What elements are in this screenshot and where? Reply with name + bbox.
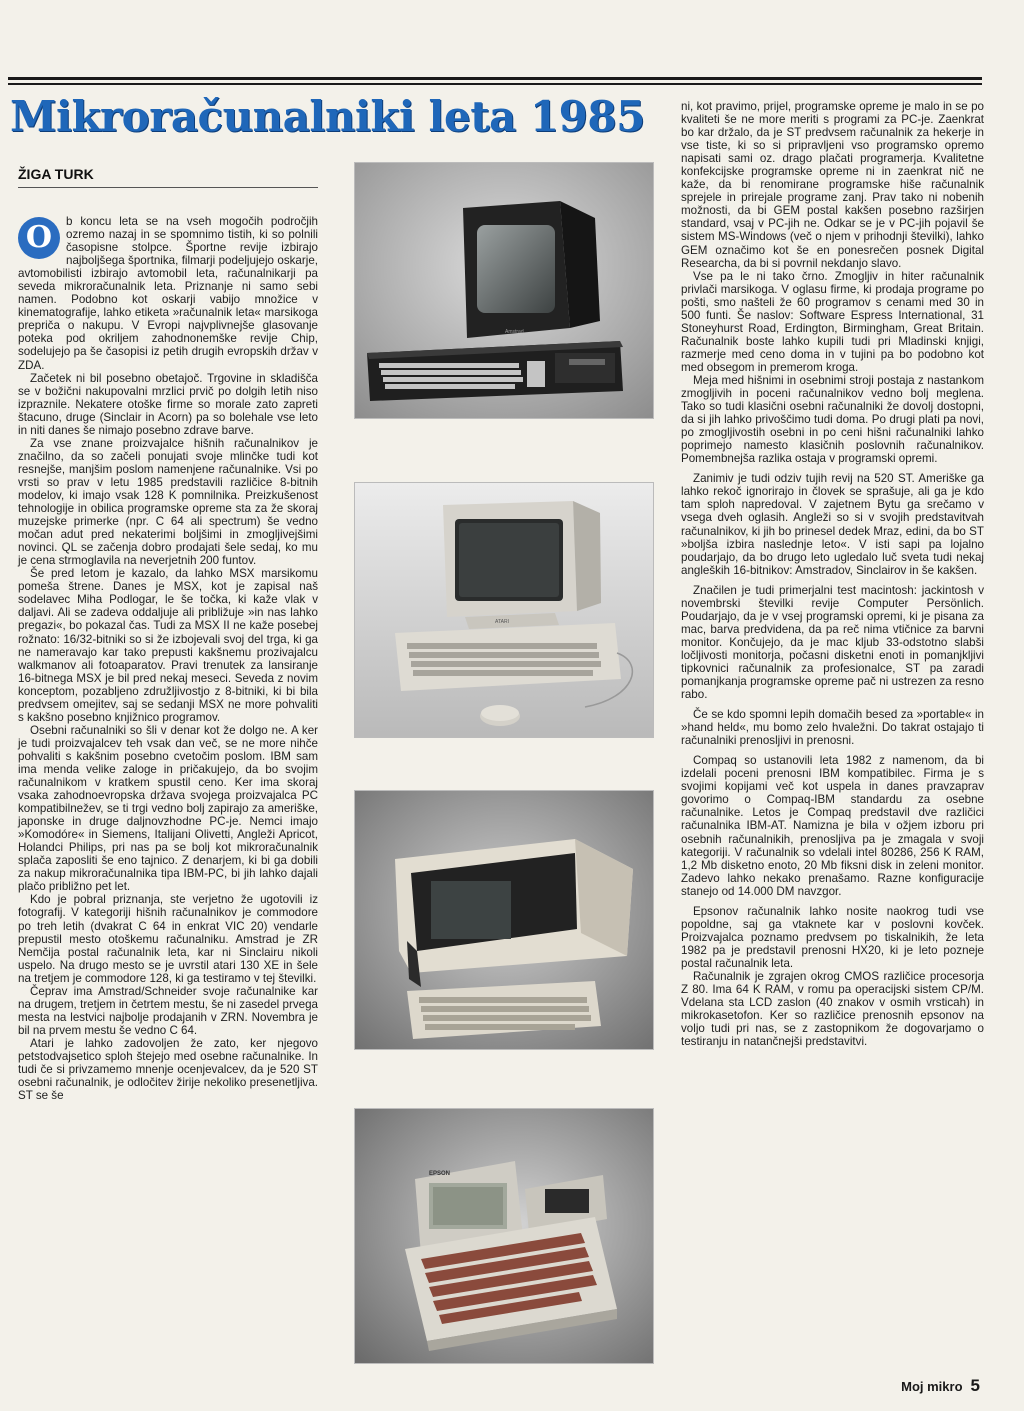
photo-epson-computer [354,1108,654,1364]
paragraph: O b koncu leta se na vseh mogočih področjih ozremo nazaj in se spomnimo tistih, ki so polnili časopisne stolpce. Športne revije izbirajo najboljšega športnika, filmarji podeljujejo oskarje, avtomobilisti izbirajo avtomobil leta, računalnikarji pa seveda mikroračunalnik leta. Priznanje ni samo sebi namen. Podobno kot oskarji vabijo množice v kinematografije, lahko etiketa »računalnik leta« marsikoga prepriča o nakupu. V Evropi najvplivnejše glasovanje poteka pod okriljem zahodnonemške revije Chip, sodelujejo pa še časopisi iz petih drugih evropskih držav v ZDA. [18,215,318,372]
paragraph: Zanimiv je tudi odziv tujih revij na 520 ST. Ameriške ga lahko rekoč ignorirajo in človek se sprašuje, ali ga je kdo tam sploh napredoval. V zajetnem Bytu ga srečamo v vsega dveh oglasih. Angleži so si v svojih predstavitvah računalnikov, ki jih bo prinesel dedek Mraz, edini, da bo ST »boljša izbira naslednje leto«. V isti sapi pa lojalno poudarjajo, da bo drugo leto ugledalo luč sveta tudi nekaj angleških 16-bitnikov: Amstradov, Sinclairov in še kakšen. [681,472,984,577]
photo-brand-text: Amstrad [505,329,524,335]
author-name: ŽIGA TURK [18,166,94,182]
photo-amstrad-computer [354,162,654,419]
author-rule [18,187,318,188]
photo-compaq-computer [354,790,654,1050]
paragraph: Atari je lahko zadovoljen že zato, ker njegovo petstodvajsetico sploh štejejo med osebne računalnike. In tudi če si privzamemo mnenje ocenjevalcev, da je 520 ST osebni računalnik, je odločitev žirije nekoliko presenetljiva. ST se še [18,1036,318,1103]
photo-atari-computer [354,482,654,738]
paragraph: Če se kdo spomni lepih domačih besed za »portable« in »hand held«, mu bomo zelo hvaležni. Do takrat ostajajo ti računalniki prenosljivi in prenosni. [681,708,984,748]
paragraph: Kdo je pobral priznanja, ste verjetno že ugotovili iz fotografij. V kategoriji hišnih računalnikov je commodore po treh letih (dvakrat C 64 in enkrat VIC 20) vendarle prepustil mesto otoškemu računalniku. Amstrad je ZR Nemčija postal računalnik leta, kar ni Sinclairu nikoli uspelo. Na drugo mesto se je uvrstil atari 130 XE in šele na tretjem je commodore 128, ki ga testiramo v tej številki. [18,893,318,985]
magazine-name: Moj mikro [901,1379,963,1394]
paragraph: ni, kot pravimo, prijel, programske opreme je malo in se po kvaliteti še ne more meriti s programi za PC-je. Zaenkrat bo kar držalo, da je ST predvsem računalnik za hekerje in vse tiste, ki so si pripravljeni vso programsko opremo napisati sami oz. drago plačati programerja. Kvalitetne konfekcijske programske opreme ni in zaenkrat nič ne kaže, da bi renomirane programske hiše računalnik sprejele in prirejale programe zanj. Prav tako ni nobenih možnosti, da bi GEM postal kakšen posebno razširjen standard, vsaj v PC-jih ne. Odkar se je v PC-jih pojavil še sistem MS-Windows (več o njem v prihodnji številki), lahko GEM označimo kot še en ponesrečen posnek Digital Researcha, da bi si povrnil nekdanjo slavo. [681,100,984,270]
paragraph: Značilen je tudi primerjalni test macintosh: jackintosh v novembrski številki revije Computer Persönlich. Poudarjajo, da je v vsej programski opremi, ki je pisana za mac, barva predvidena, da pa reč nima vtičnice za barvni monitor. Končujejo, da je mac kljub 33-odstotno slabši ločljivosti monitorja, počasni disketni enoti in pomanjkljivi tipkovnici računalnik za profesionalce, ST pa zaradi pomanjkanja programske opreme pač ni ustrezen za resno rabo. [681,583,984,702]
top-rule-second [8,83,982,85]
paragraph: Začetek ni bil posebno obetajoč. Trgovine in skladišča se v božični nakupovalni mrzlici prvič po dolgih letih niso izpraznile. Nekatere otoške firme so morale zato zapreti štacuno, druge (Sinclair in Acorn) pa so bolehale vse leto in niti danes še nimajo posebno zdrave barve. [18,371,318,437]
photo-brand-text: ATARI [495,619,509,625]
text-column-right [681,100,984,1048]
paragraph: Še pred letom je kazalo, da lahko MSX marsikomu pomeša štrene. Danes je MSX, kot je zapisal naš sodelavec Miha Podlogar, le še točka, ki kaže vlak v daljavi. Ali se zadeva oddaljuje ali približuje »in nas lahko pregazi«, bo pokazal čas. Tudi za MSX II ne kaže posebej rožnato: 16/32-bitniki so si že izbojevali svoj del trga, ki ga ne nameravajo kar tako prepusti kakšnemu prozivajalcu walkmanov ali fotoaparatov. Pravi trenutek za lansiranje 16-bitnega MSX je bil pred nekaj meseci. Seveda z novim konceptom, pozabljeno združljivostjo z 8-bitniki, ki bi bila predvsem omejitev, saj se sedanji MSX ne more pohvaliti s kakšno posebno knjižnico programov. [18,567,318,724]
paragraph: Osebni računalniki so šli v denar kot že dolgo ne. A ker je tudi proizvajalcev teh vsak dan več, se ne more nihče pohvaliti s kakšnim posebno cvetočim poslom. IBM sam ima menda velike zaloge in pričakujejo, da bo svojim računalnikom v kratkem spustil ceno. Ker ima skoraj vsaka zahodnoevropska država svojega proizvajalca PC kompatibilnežev, se ti trgi vedno bolj zapirajo za ameriške, japonske in druge daljnovzhodne PC-je. Nemci imajo »Komodóre« in Siemens, Italijani Olivetti, Angleži Apricot, Holandci Philips, pri nas pa se bolj kot mikroračunalnik splača zaposliti še eno tajnico. Z denarjem, ki bi ga dobili za nakup mikroračunalnika tipa IBM-PC, bi jih lahko dajali plačo približno pet let. [18,723,318,894]
paragraph: Epsonov računalnik lahko nosite naokrog tudi vse popoldne, saj ga vtaknete kar v poslovni kovček. Proizvajalca poznamo predvsem po tiskalnikih, že leta 1982 pa je predstavil prenosni HX20, ki je leto pozneje postal računalnik leta. [681,904,984,970]
top-rule [8,77,982,80]
photo-brand-text: EPSON [429,1171,451,1177]
text-column-left [18,215,318,1102]
paragraph: Vse pa le ni tako črno. Zmogljiv in hiter računalnik privlači marsikoga. V oglasu firme, ki prodaja programe po pošti, smo našteli že 60 programov s cenami med 30 in 500 funti. Še naslov: Software Espress International, 31 Stoneyhurst Road, Erdington, Birmingham, Great Britain. Računalnik boste lahko kupili tudi pri Mladinski knjigi, razmerje med ceno doma in v tujini pa bo podobno kot med obsegom in premerom kroga. [681,269,984,374]
paragraph: Računalnik je zgrajen okrog CMOS različice procesorja Z 80. Ima 64 K RAM, v romu pa operacijski sistem CP/M. Vdelana sta LCD zaslon (40 znakov v osmih vrsticah) in mikrokasetofon. Ker so različice prenosnih epsonov na voljo tudi pri nas, se z zastopnikom že dogovarjamo o testiranju in natančnejši predstavitvi. [681,970,984,1049]
drop-cap: O [18,217,60,259]
page-number: 5 [970,1376,980,1395]
paragraph: Meja med hišnimi in osebnimi stroji postaja z nastankom zmogljivih in poceni računalnikov vedno bolj meglena. Tako so tudi klasični osebni računalniki že dovolj dostopni, da si jih lahko privoščimo tudi doma. Po drugi plati pa novi, po zmogljivostih osebni in po ceni hišni računalniki lahko poprimejo namesto klasičnih poslovnih računalnikov. Pomembnejša razlika ostaja v programski opremi. [681,373,984,466]
paragraph: Za vse znane proizvajalce hišnih računalnikov je značilno, da so začeli ponujati svoje mlinčke tudi kot resnejše, manjšim poslom namenjene računalnike. Vsi po vrsti so prav v letu 1985 predstavili različice 8-bitnih modelov, ki imajo vsak 128 K pomnilnika. Preizkušenost tehnologije in obilica programske opreme sta za že skoraj muzejske primerke (npr. C 64 ali spectrum) še vedno močan adut pred nekaterimi boljšimi in zmogljivejšimi novinci. QL se začenja dobro prodajati šele sedaj, ko mu je cena strmoglavila na neverjetnih 200 funtov. [18,436,318,568]
paragraph: Compaq so ustanovili leta 1982 z namenom, da bi izdelali poceni prenosni IBM kompatibilec. Firma je s svojimi kopijami več kot uspela in danes pravzaprav govorimo o Compaq-IBM standardu za osebne računalnike. Letos je Compaq predstavil dve različici računalnika IBM-AT. Namizna je bila v ožjem izboru pri osebnih računalnikih, prenosljiva pa je zmagala v svoji kategoriji. V računalnik so vdelali intel 80286, 256 K RAM, 1,2 Mb disketno enoto, 20 Mb fiksni disk in zeleni monitor. Zadevo lahko nekako prenašamo. Razne konfiguracije stanejo od 14.000 DM navzgor. [681,754,984,898]
page-footer [901,1376,980,1396]
paragraph: Čeprav ima Amstrad/Schneider svoje računalnike kar na drugem, tretjem in četrtem mestu, še ni zasedel prvega mesta na lestvici najbolje prodajanih v ZRN. Novembra je bil na prvem mestu še vedno C 64. [18,984,318,1037]
article-title: Mikroračunalniki leta 1985 [10,92,645,141]
